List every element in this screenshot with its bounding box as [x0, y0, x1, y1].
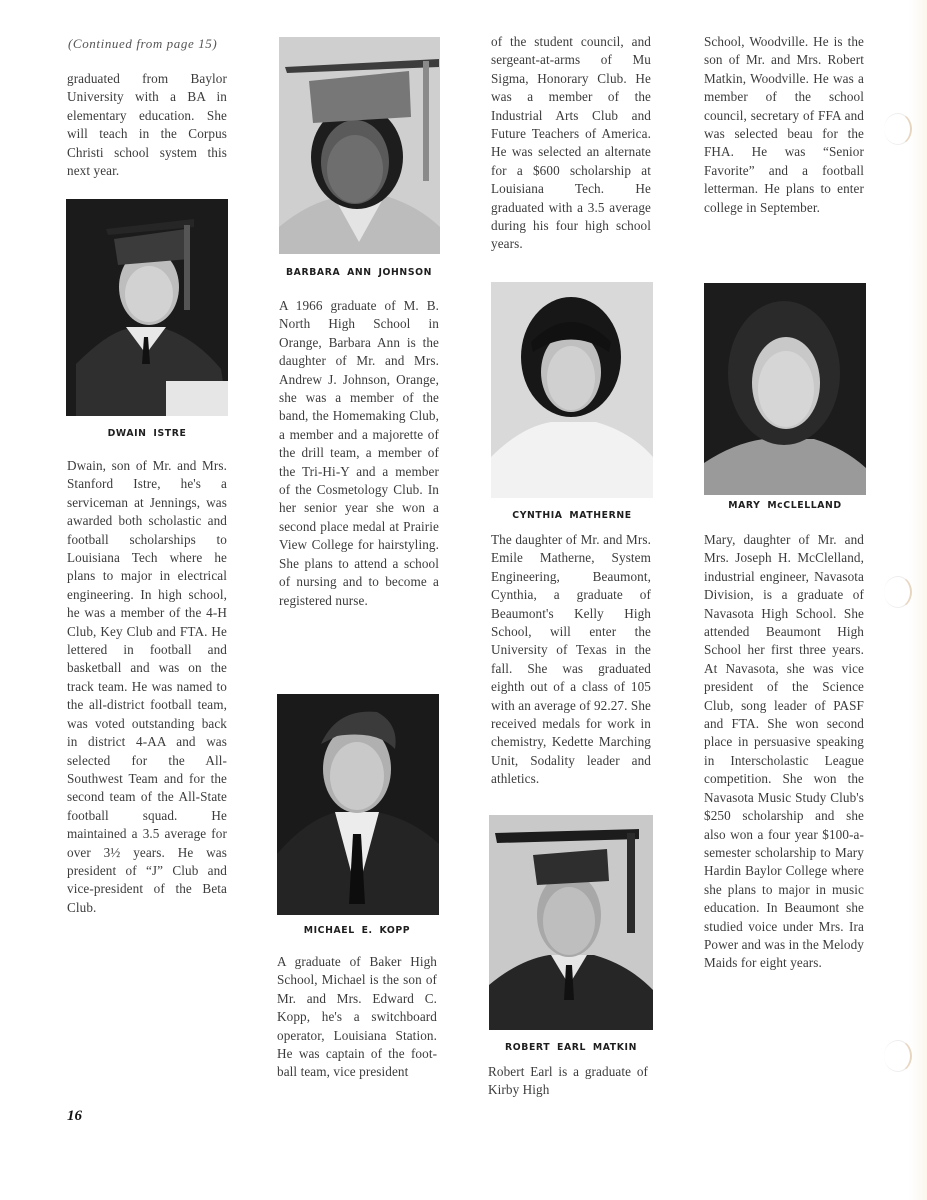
punch-hole [884, 1040, 912, 1072]
page-number: 16 [67, 1108, 82, 1124]
caption-dwain-istre: DWAIN ISTRE [107, 428, 187, 439]
punch-hole [884, 113, 912, 145]
continued-note: (Continued from page 15) [68, 36, 218, 51]
punch-hole [884, 576, 912, 608]
photo-mary-mcclelland [704, 283, 866, 495]
caption-mary-mcclelland: MARY McCLELLAND [728, 500, 842, 511]
bio-robert-earl-matkin: Robert Earl is a graduate of Kirby High [488, 1064, 648, 1098]
bio-dwain-istre: Dwain, son of Mr. and Mrs. Stanford Istre, he's a serviceman at Jennings, was awarded both scholastic and football scholarships to Louisiana Tech where he plans to major in electrical engineering. In high school, he was a member of the 4-H Club, Key Club and FTA. He lettered in football and basketball and was on the track team. He was named to the all-district football team, was voted outstanding back in district 4-AA and was selected for the All-Southwest Team and for the second team of the All-State football squad. He maintained a 3.5 average for over 3½ years. He was president of “J” Club and vice-president of the Beta Club. [67, 458, 227, 915]
paper-edge-shading [909, 0, 927, 1200]
photo-robert-earl-matkin [489, 815, 653, 1030]
caption-michael-e-kopp: MICHAEL E. KOPP [303, 925, 411, 936]
photo-barbara-ann-johnson [279, 37, 440, 254]
bio-cynthia-matherne: The daughter of Mr. and Mrs. Emile Matherne, System Engineering, Beaumont, Cynthia, a graduate of Beaumont's Kelly High School, will enter the University of Texas in the fall. She was graduated eighth out of a class of 105 with an average of 92.27. She received medals for work in chemistry, Kedette Marching Unit, Sodality leader and athletics. [491, 532, 652, 787]
photo-dwain-istre [66, 199, 228, 416]
bio-barbara-ann-johnson: A 1966 graduate of M. B. North High School in Orange, Barbara Ann is the daughter of Mr. and Mrs. Andrew J. Johnson, Orange, she was a member of the band, the Homemaking Club, a member and a majorette of the drill team, a member of the Tri-Hi-Y and a member of the Cosmetology Club. In her senior year she won a second place medal at Prairie View College for hairstyling. She plans to attend a school of nursing and to become a registered nurse. [279, 298, 439, 608]
bio-michael-e-kopp-continued: of the student council, and sergeant-at-arms of Mu Sigma, Honorary Club. He was a member of the Industrial Arts Club and Future Teachers of America. He was selected an alternate for a $600 scholarship at Louisiana Tech. He graduated with a 3.5 average during his four high school years. [491, 34, 651, 252]
photo-michael-e-kopp [277, 694, 439, 915]
bio-robert-earl-matkin-continued: School, Woodville. He is the son of Mr. and Mrs. Robert Matkin, Woodville. He was a member of the school council, secretary of FFA and was selected beau for the FHA. He was “Senior Favorite” and a football letterman. He plans to enter college in September. [704, 34, 864, 215]
intro-text: graduated from Baylor University with a BA in elementary education. She will teach in the Corpus Christi school system this next year. [67, 71, 227, 179]
bio-mary-mcclelland: Mary, daughter of Mr. and Mrs. Joseph H. McClelland, industrial engineer, Navasota Division, is a graduate of Navasota High School. She attended Beaumont High School her first three years. At Navasota, she was vice president of the Science Club, song leader of PASF and FTA. She won second place in persuasive speaking in Interscholastic League competition. She won the Navasota Music Study Club's $250 scholarship and she also won a four year $100-a-semester scholarship to Mary Hardin Baylor College where she plans to major in music education. In Beaumont she studied voice under Mrs. Ira Power and was in the Melody Maids for eight years. [704, 532, 864, 971]
photo-cynthia-matherne [491, 282, 653, 498]
bio-michael-e-kopp: A graduate of Baker High School, Michael is the son of Mr. and Mrs. Edward C. Kopp, he's a switchboard operator, Louisiana Station. He was captain of the football team, vice president [277, 954, 437, 1080]
caption-cynthia-matherne: CYNTHIA MATHERNE [512, 510, 632, 521]
caption-robert-earl-matkin: ROBERT EARL MATKIN [505, 1042, 637, 1053]
caption-barbara-ann-johnson: BARBARA ANN JOHNSON [285, 267, 432, 278]
